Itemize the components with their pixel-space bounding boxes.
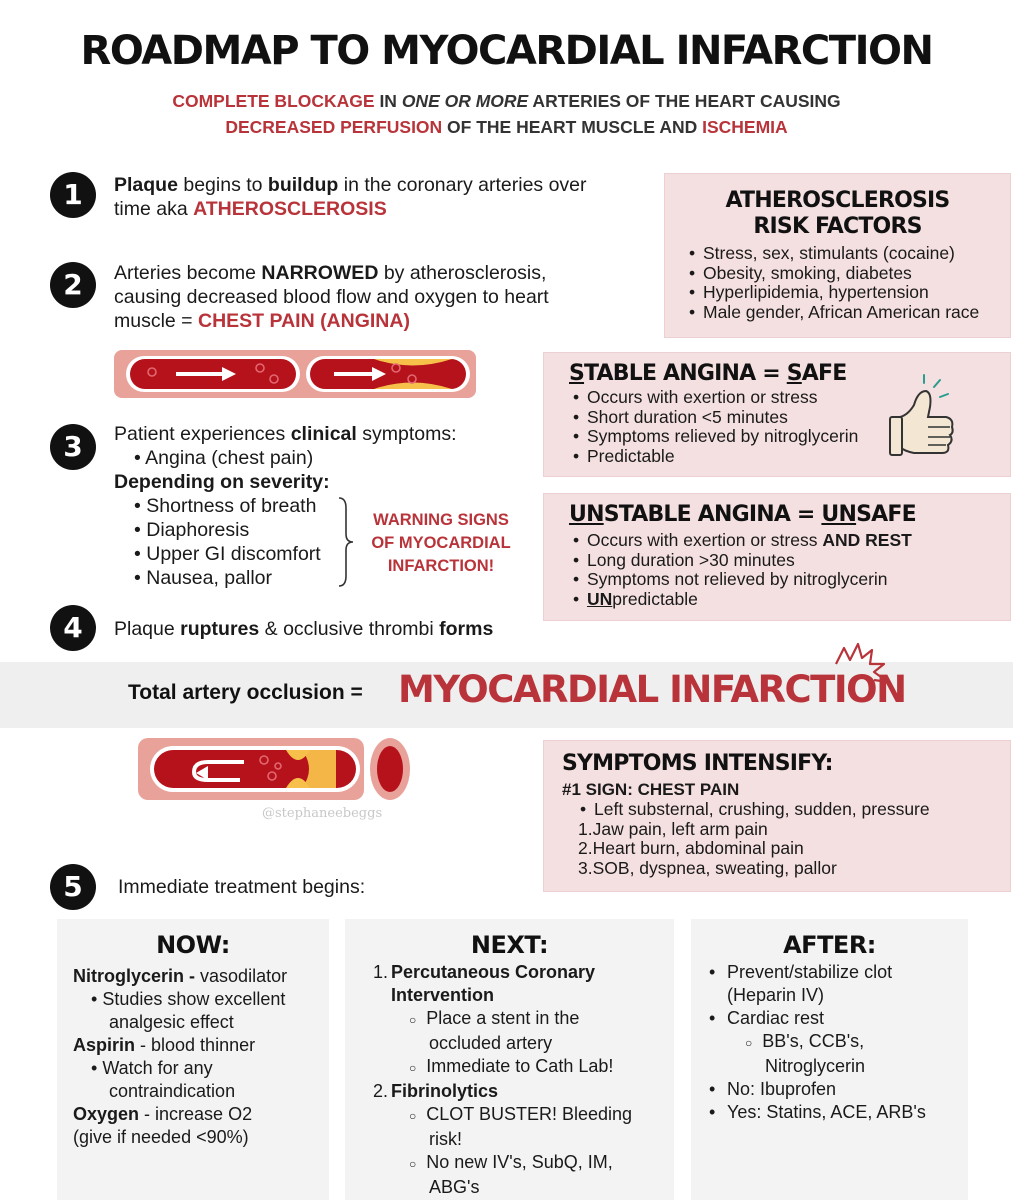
now-aspirin: Aspirin	[73, 1035, 136, 1055]
now-part: - blood thinner	[135, 1035, 256, 1055]
subtitle-ischemia: ISCHEMIA	[702, 117, 788, 137]
warning-signs	[356, 509, 526, 578]
unstable-angina-item: • Symptoms not relieved by nitroglycerin	[571, 570, 1010, 590]
step-3-symptom-text: Nausea, pallor	[146, 567, 272, 589]
symptoms-sign: #1 SIGN: CHEST PAIN	[562, 780, 740, 799]
step-1-part: time aka	[114, 198, 194, 220]
page-title: ROADMAP TO MYOCARDIAL INFARCTION	[80, 28, 933, 74]
step-3-symptom: • Diaphoresis	[134, 519, 250, 541]
step-2-part: by atherosclerosis,	[378, 262, 547, 284]
symptoms-numbered-item	[578, 839, 1010, 859]
next-part: ABG's	[429, 1177, 480, 1197]
item-and-rest: AND REST	[822, 530, 912, 550]
after-part: (Heparin IV)	[727, 985, 825, 1005]
step-3-part: Patient experiences	[114, 423, 291, 445]
now-part: analgesic effect	[109, 1012, 234, 1032]
after-part: No: Ibuprofen	[727, 1079, 837, 1099]
step-1-number: 1	[50, 172, 96, 218]
step-3-symptom: • Shortness of breath	[134, 495, 317, 517]
step-4-number: 4	[50, 605, 96, 651]
stable-angina-box	[543, 352, 1011, 477]
step-2-part: muscle =	[114, 310, 198, 332]
stable-angina-item: • Occurs with exertion or stress	[571, 388, 1010, 408]
now-part: contraindication	[109, 1081, 236, 1101]
risk-factors-box	[664, 173, 1011, 338]
now-oxygen: Oxygen	[73, 1104, 140, 1124]
occluded-artery-illustration	[136, 736, 412, 802]
symptoms-numbered	[578, 820, 1010, 879]
item-number: 1.	[578, 818, 593, 839]
next-content	[373, 961, 674, 1199]
after-part: Cardiac rest	[727, 1008, 825, 1028]
after-sub: ○ BB's, CCB's,	[745, 1031, 865, 1051]
subtitle-text: IN	[374, 91, 402, 111]
risk-title-line: ATHEROSCLEROSIS	[725, 188, 950, 213]
step-4-forms: forms	[439, 618, 494, 640]
banner-label: Total artery occlusion =	[128, 681, 363, 704]
step-3-symptom: • Nausea, pallor	[134, 567, 272, 589]
warning-line: OF MYOCARDIAL	[371, 534, 511, 552]
after-item: • Prevent/stabilize clot	[709, 962, 893, 982]
now-part: vasodilator	[195, 966, 288, 986]
now-title: NOW:	[156, 931, 230, 959]
step-3-symptom-text: Diaphoresis	[146, 519, 250, 541]
after-item: • Cardiac rest	[709, 1008, 825, 1028]
risk-factor-item: • Stress, sex, stimulants (cocaine)	[687, 244, 1010, 264]
step-1-part: in the coronary arteries over	[338, 174, 587, 196]
step-3-angina: • Angina (chest pain)	[134, 447, 314, 469]
symptoms-bullets	[578, 800, 1010, 820]
after-item: • No: Ibuprofen	[709, 1079, 837, 1099]
after-title: AFTER:	[783, 931, 876, 959]
now-part: (give if needed <90%)	[73, 1127, 249, 1147]
narrowing-artery-illustration	[112, 348, 478, 400]
blood-flow	[310, 359, 466, 389]
item-text: Heart burn, abdominal pain	[592, 838, 804, 858]
title-underlined: S	[786, 361, 802, 386]
step-3-symptom: • Upper GI discomfort	[134, 543, 321, 565]
after-part: Nitroglycerin	[765, 1056, 866, 1076]
next-part: occluded artery	[429, 1033, 553, 1053]
symptoms-numbered-item	[578, 859, 1010, 879]
next-num: 1.	[373, 962, 389, 982]
unstable-angina-item	[571, 590, 1010, 610]
step-3-number: 3	[50, 424, 96, 470]
step-1-text	[114, 173, 654, 221]
after-item: • Yes: Statins, ACE, ARB's	[709, 1102, 926, 1122]
symptoms-bullet: • Left substernal, crushing, sudden, pressure	[578, 800, 1010, 820]
watermark: @stephaneebeggs	[262, 806, 383, 821]
after-part: BB's, CCB's,	[762, 1031, 865, 1051]
step-4-part: & occlusive thrombi	[259, 618, 440, 640]
step-2-part: Arteries become	[114, 262, 262, 284]
risk-factors-title	[665, 188, 1010, 240]
step-5-text: Immediate treatment begins:	[118, 876, 366, 898]
after-content	[707, 961, 968, 1124]
after-panel	[691, 919, 968, 1200]
now-part: Studies show excellent	[102, 989, 286, 1009]
page-subtitle	[0, 88, 1013, 140]
after-part: Yes: Statins, ACE, ARB's	[727, 1102, 926, 1122]
step-2-number: 2	[50, 262, 96, 308]
unstable-angina-item: • Long duration >30 minutes	[571, 551, 1010, 571]
step-2-narrowed: NARROWED	[261, 262, 379, 284]
title-part: STABLE ANGINA =	[603, 502, 822, 527]
next-part: Immediate to Cath Lab!	[426, 1056, 614, 1076]
next-part: Place a stent in the	[426, 1008, 580, 1028]
now-content	[73, 965, 329, 1149]
subtitle-complete-blockage: COMPLETE BLOCKAGE	[172, 91, 375, 111]
next-sub: ○ Immediate to Cath Lab!	[409, 1056, 614, 1076]
title-underlined: S	[569, 361, 585, 386]
title-underlined: UN	[821, 502, 857, 527]
step-2-chest-pain: CHEST PAIN (ANGINA)	[198, 310, 410, 332]
subtitle-decreased-perfusion: DECREASED PERFUSION	[225, 117, 443, 137]
unstable-angina-list	[571, 531, 1010, 609]
step-2-text	[114, 261, 654, 333]
item-number: 2.	[578, 838, 593, 858]
risk-title-line: RISK FACTORS	[753, 214, 922, 239]
step-1-atherosclerosis: ATHEROSCLEROSIS	[193, 198, 387, 220]
step-4-text	[114, 617, 554, 641]
banner-mi-title: MYOCARDIAL INFARCTION	[398, 668, 906, 711]
next-panel	[345, 919, 674, 1200]
item-part: Occurs with exertion or stress	[587, 530, 823, 550]
title-part: TABLE ANGINA =	[584, 361, 787, 386]
stable-angina-item: • Symptoms relieved by nitroglycerin	[571, 427, 1010, 447]
unstable-angina-item	[571, 531, 1010, 551]
vessel-lumen	[377, 746, 403, 792]
risk-factor-item: • Male gender, African American race	[687, 303, 1010, 323]
step-3-angina-text: Angina (chest pain)	[145, 447, 314, 469]
next-fib: Fibrinolytics	[391, 1081, 499, 1101]
unstable-angina-title	[569, 502, 1010, 527]
next-title: NEXT:	[470, 931, 549, 959]
step-2-line2: causing decreased blood flow and oxygen to heart	[114, 286, 549, 308]
brace-icon	[336, 496, 356, 588]
item-un: UN	[587, 588, 613, 609]
title-underlined: UN	[569, 502, 604, 527]
step-4-ruptures: ruptures	[180, 618, 260, 640]
next-pci: Percutaneous Coronary	[391, 962, 596, 982]
step-1-plaque: Plaque	[114, 174, 178, 196]
next-num: 2.	[373, 1081, 389, 1101]
title-part: SAFE	[856, 502, 916, 527]
step-3-symptom-text: Upper GI discomfort	[146, 543, 321, 565]
stable-angina-item: • Predictable	[571, 447, 1010, 467]
now-part: Watch for any	[102, 1058, 213, 1078]
warning-line: INFARCTION!	[387, 557, 495, 575]
risk-factor-item: • Hyperlipidemia, hypertension	[687, 283, 1010, 303]
next-sub: ○ No new IV's, SubQ, IM,	[409, 1152, 613, 1172]
thumbs-up-icon	[888, 373, 960, 461]
step-3-symptom-text: Shortness of breath	[146, 495, 317, 517]
next-part: No new IV's, SubQ, IM,	[426, 1152, 613, 1172]
now-panel	[57, 919, 329, 1200]
item-number: 3.	[578, 857, 593, 878]
step-3-part: symptoms:	[356, 423, 457, 445]
item-text: Jaw pain, left arm pain	[592, 818, 768, 839]
step-3-clinical: clinical	[290, 423, 357, 445]
unstable-angina-box	[543, 493, 1011, 621]
now-nitro: Nitroglycerin -	[73, 966, 196, 986]
step-4-part: Plaque	[114, 618, 181, 640]
item-text: SOB, dyspnea, sweating, pallor	[592, 857, 837, 878]
step-5-number: 5	[50, 864, 96, 910]
after-part: Prevent/stabilize clot	[727, 962, 893, 982]
next-part: risk!	[429, 1129, 462, 1149]
symptoms-title: SYMPTOMS INTENSIFY:	[562, 751, 833, 776]
title-part: AFE	[801, 361, 847, 386]
subtitle-text: OF THE HEART MUSCLE AND	[442, 117, 703, 137]
step-3-severity: Depending on severity:	[114, 471, 330, 493]
now-part: - increase O2	[139, 1104, 253, 1124]
subtitle-text: ARTERIES OF THE HEART CAUSING	[528, 91, 841, 111]
next-part: CLOT BUSTER! Bleeding	[426, 1104, 633, 1124]
next-sub: ○ CLOT BUSTER! Bleeding	[409, 1104, 633, 1124]
step-1-buildup: buildup	[267, 174, 339, 196]
next-pci: Intervention	[391, 985, 495, 1005]
now-aspirin-sub: • Watch for any	[91, 1058, 213, 1078]
item-part: predictable	[612, 588, 698, 609]
now-nitro-sub: • Studies show excellent	[91, 989, 286, 1009]
subtitle-one-or-more: ONE OR MORE	[401, 91, 529, 111]
symptoms-numbered-item	[578, 820, 1010, 840]
risk-factors-list	[687, 244, 1010, 322]
warning-line: WARNING SIGNS	[373, 511, 509, 529]
risk-factor-item: • Obesity, smoking, diabetes	[687, 264, 1010, 284]
symptoms-box	[543, 740, 1011, 892]
burst-icon	[832, 642, 892, 692]
stable-angina-item: • Short duration <5 minutes	[571, 408, 1010, 428]
step-1-part: begins to	[177, 174, 268, 196]
next-sub: ○ Place a stent in the	[409, 1008, 580, 1028]
